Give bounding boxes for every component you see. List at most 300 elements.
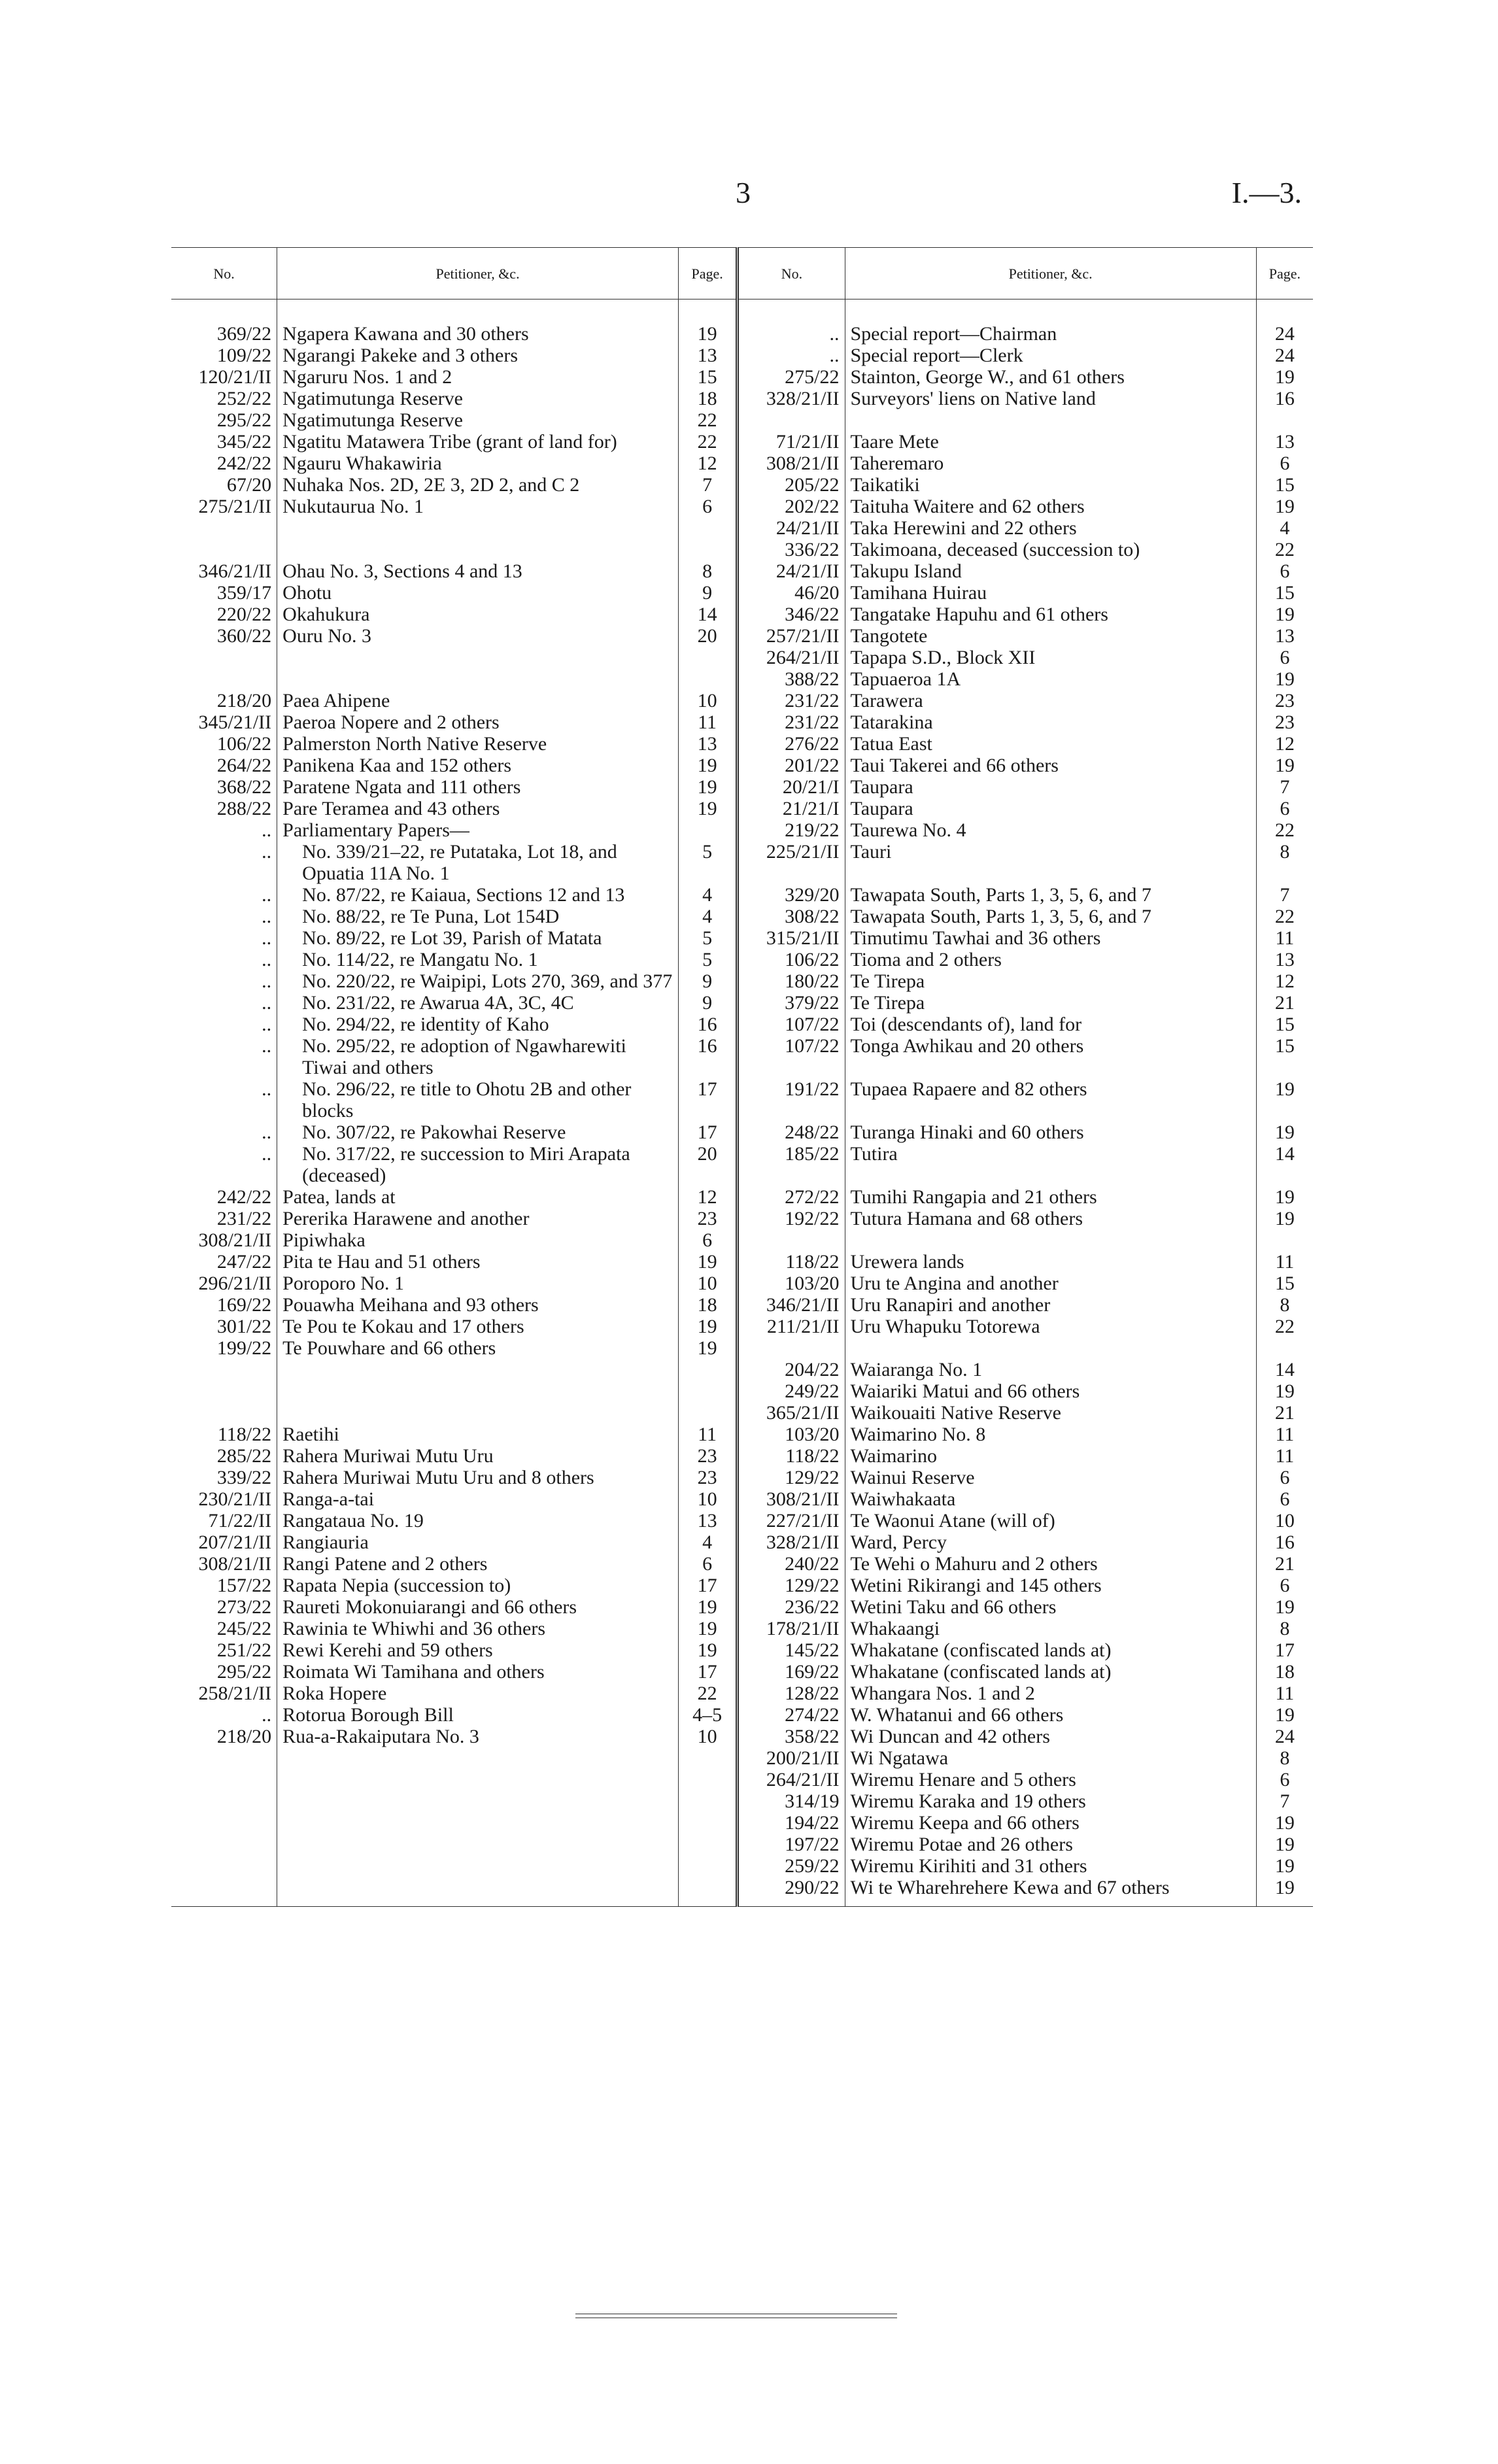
entry-petitioner: Ohau No. 3, Sections 4 and 13 <box>277 560 679 582</box>
entry-number: 388/22 <box>738 668 845 690</box>
entry-page: 19 <box>1256 366 1313 388</box>
entry-page: 12 <box>1256 970 1313 992</box>
entry-petitioner: Te Tirepa <box>845 992 1256 1014</box>
entry-page: 21 <box>1256 1553 1313 1575</box>
entry-page: 23 <box>1256 711 1313 733</box>
entry-petitioner: Rangi Patene and 2 others <box>277 1553 679 1575</box>
entry-number: 231/22 <box>738 690 845 711</box>
entry-page: 6 <box>1256 1575 1313 1596</box>
entry-number: 225/21/II <box>738 841 845 884</box>
entry-number: 106/22 <box>738 949 845 970</box>
entry-number: 359/17 <box>216 582 272 604</box>
entry-petitioner: Tarawera <box>845 690 1256 711</box>
entry-page: 4 <box>678 1531 737 1553</box>
entry-page: 24 <box>1256 345 1313 366</box>
table-row <box>171 690 1313 711</box>
entry-number: 236/22 <box>738 1596 845 1618</box>
entry-petitioner: Taupara <box>845 776 1256 798</box>
entry-petitioner <box>277 539 679 560</box>
entry-petitioner: Urewera lands <box>845 1251 1256 1273</box>
table-row <box>171 992 1313 1014</box>
entry-petitioner: No. 295/22, re adoption of Ngawharewiti Tiwai and others <box>277 1035 679 1078</box>
entry-page: 14 <box>1256 1143 1313 1186</box>
entry-page: 22 <box>678 1683 737 1704</box>
entry-petitioner: Ngapera Kawana and 30 others <box>277 299 679 345</box>
entry-number: 201/22 <box>738 755 845 776</box>
entry-number: 145/22 <box>738 1639 845 1661</box>
entry-petitioner: Uru Ranapiri and another <box>845 1294 1256 1316</box>
entry-petitioner <box>277 1747 679 1769</box>
entry-petitioner: Rangataua No. 19 <box>277 1510 679 1531</box>
entry-page: 16 <box>1256 388 1313 409</box>
entry-page <box>678 1359 737 1380</box>
entry-number: 379/22 <box>738 992 845 1014</box>
entry-number: 227/21/II <box>738 1510 845 1531</box>
entry-petitioner: Tapapa S.D., Block XII <box>845 647 1256 668</box>
table-row <box>171 949 1313 970</box>
entry-petitioner: No. 231/22, re Awarua 4A, 3C, 4C <box>277 992 679 1014</box>
entry-number: .. <box>738 345 845 366</box>
entry-petitioner: No. 339/21–22, re Putataka, Lot 18, and Opuatia 11A No. 1 <box>277 841 679 884</box>
entry-page: 22 <box>678 431 737 453</box>
entry-petitioner <box>277 1769 679 1790</box>
entry-petitioner: Tutira <box>845 1143 1256 1186</box>
entry-page: 8 <box>678 560 737 582</box>
entry-number <box>171 1380 277 1402</box>
entry-petitioner <box>277 1877 679 1907</box>
entry-petitioner: Wi Ngatawa <box>845 1747 1256 1769</box>
entry-number: 296/21/II <box>198 1273 272 1294</box>
table-row <box>171 970 1313 992</box>
entry-petitioner: Wetini Taku and 66 others <box>845 1596 1256 1618</box>
entry-page: 6 <box>1256 1769 1313 1790</box>
entry-page: 20 <box>678 625 737 647</box>
table-row <box>171 1337 1313 1359</box>
table-row <box>171 299 1313 345</box>
entry-number: 24/21/II <box>738 517 845 539</box>
entry-number: 219/22 <box>738 819 845 841</box>
entry-page: 6 <box>1256 1467 1313 1488</box>
entry-page: 17 <box>678 1575 737 1596</box>
entry-petitioner: Taka Herewini and 22 others <box>845 517 1256 539</box>
entry-number <box>738 1229 845 1251</box>
table-row <box>171 1229 1313 1251</box>
entry-number: .. <box>262 884 272 906</box>
entry-number: 120/21/II <box>198 366 272 388</box>
entry-page: 7 <box>1256 884 1313 906</box>
entry-petitioner: Tatua East <box>845 733 1256 755</box>
entry-petitioner: Taituha Waitere and 62 others <box>845 496 1256 517</box>
entry-number: 205/22 <box>738 474 845 496</box>
entry-number: 249/22 <box>738 1380 845 1402</box>
entry-number: 128/22 <box>738 1683 845 1704</box>
entry-number: 308/21/II <box>198 1229 272 1251</box>
entry-page: 8 <box>1256 841 1313 884</box>
entry-page: 9 <box>678 970 737 992</box>
col-page-left: Page. <box>678 248 737 299</box>
table-row <box>171 1683 1313 1704</box>
entry-number: 169/22 <box>216 1294 272 1316</box>
entry-petitioner <box>845 1337 1256 1359</box>
entry-petitioner: Wiremu Karaka and 19 others <box>845 1790 1256 1812</box>
entry-petitioner: Tawapata South, Parts 1, 3, 5, 6, and 7 <box>845 884 1256 906</box>
entry-number: 368/22 <box>216 776 272 798</box>
entry-petitioner: Parliamentary Papers— <box>277 819 679 841</box>
entry-number <box>171 1747 277 1769</box>
entry-number: 109/22 <box>216 345 272 366</box>
entry-petitioner: Taupara <box>845 798 1256 819</box>
table-row <box>171 496 1313 517</box>
entry-page: 8 <box>1256 1294 1313 1316</box>
entry-page: 13 <box>678 345 737 366</box>
entry-number: 20/21/I <box>738 776 845 798</box>
entry-petitioner: Takimoana, deceased (succession to) <box>845 539 1256 560</box>
entry-number: 264/21/II <box>738 1769 845 1790</box>
entry-petitioner: Ngauru Whakawiria <box>277 453 679 474</box>
entry-petitioner: No. 294/22, re identity of Kaho <box>277 1014 679 1035</box>
entry-page: 19 <box>678 299 737 345</box>
entry-number: 295/22 <box>216 1661 272 1683</box>
entry-number: 275/22 <box>738 366 845 388</box>
entry-petitioner: Wiremu Keepa and 66 others <box>845 1812 1256 1834</box>
entry-page: 12 <box>1256 733 1313 755</box>
entry-petitioner: Raetihi <box>277 1424 679 1445</box>
entry-page: 19 <box>1256 1186 1313 1208</box>
col-no-right: No. <box>738 248 845 299</box>
entry-petitioner: Waiaranga No. 1 <box>845 1359 1256 1380</box>
header-row <box>171 248 1313 299</box>
entry-number: 339/22 <box>216 1467 272 1488</box>
entry-page: 17 <box>678 1078 737 1121</box>
entry-petitioner: Takupu Island <box>845 560 1256 582</box>
entry-page: 19 <box>1256 496 1313 517</box>
entry-page: 5 <box>678 949 737 970</box>
table-row <box>171 1661 1313 1683</box>
entry-page: 11 <box>1256 1251 1313 1273</box>
table-row <box>171 625 1313 647</box>
entry-petitioner: Wi te Wharehrehere Kewa and 67 others <box>845 1877 1256 1907</box>
entry-page: 15 <box>1256 474 1313 496</box>
entry-page: 23 <box>678 1445 737 1467</box>
entry-page: 11 <box>678 711 737 733</box>
table-row <box>171 1704 1313 1726</box>
entry-number: 200/21/II <box>738 1747 845 1769</box>
entry-petitioner: Pita te Hau and 51 others <box>277 1251 679 1273</box>
entry-page: 6 <box>1256 453 1313 474</box>
entry-number: 272/22 <box>738 1186 845 1208</box>
entry-page: 22 <box>1256 819 1313 841</box>
entry-number: 211/21/II <box>738 1316 845 1337</box>
entry-number: 315/21/II <box>738 927 845 949</box>
entry-page: 19 <box>678 1596 737 1618</box>
entry-page: 5 <box>678 927 737 949</box>
entry-page: 4 <box>1256 517 1313 539</box>
entry-page: 9 <box>678 582 737 604</box>
entry-page: 14 <box>678 604 737 625</box>
entry-number <box>171 1877 277 1907</box>
entry-number: 328/21/II <box>738 1531 845 1553</box>
entry-page: 13 <box>1256 625 1313 647</box>
entry-petitioner: Tangatake Hapuhu and 61 others <box>845 604 1256 625</box>
entry-number: .. <box>262 927 272 949</box>
entry-page: 17 <box>678 1121 737 1143</box>
entry-page: 19 <box>1256 1208 1313 1229</box>
entry-petitioner: No. 87/22, re Kaiaua, Sections 12 and 13 <box>277 884 679 906</box>
entry-number: 346/22 <box>738 604 845 625</box>
entry-page: 19 <box>678 1618 737 1639</box>
entry-page: 16 <box>678 1035 737 1078</box>
entry-petitioner: Wiremu Potae and 26 others <box>845 1834 1256 1855</box>
entry-page: 19 <box>678 1316 737 1337</box>
table-row <box>171 1877 1313 1907</box>
entry-page: 11 <box>1256 1445 1313 1467</box>
entry-number <box>171 1812 277 1834</box>
entry-petitioner: Rahera Muriwai Mutu Uru and 8 others <box>277 1467 679 1488</box>
entry-page: 19 <box>1256 1812 1313 1834</box>
entry-petitioner: Waimarino <box>845 1445 1256 1467</box>
entry-page: 11 <box>1256 1683 1313 1704</box>
entry-page: 4 <box>678 884 737 906</box>
entry-page: 7 <box>1256 776 1313 798</box>
entry-page: 18 <box>678 388 737 409</box>
entry-page: 10 <box>678 1488 737 1510</box>
entry-number: 129/22 <box>738 1467 845 1488</box>
entry-petitioner <box>277 1790 679 1812</box>
col-page-right: Page. <box>1256 248 1313 299</box>
entry-page <box>678 1380 737 1402</box>
entry-page: 13 <box>678 733 737 755</box>
entry-page: 4 <box>678 906 737 927</box>
entry-number <box>171 517 277 539</box>
table-row <box>171 453 1313 474</box>
entry-number: 169/22 <box>738 1661 845 1683</box>
document-code: I.—3. <box>1231 176 1302 209</box>
table-row <box>171 798 1313 819</box>
entry-petitioner: Te Wehi o Mahuru and 2 others <box>845 1553 1256 1575</box>
entry-petitioner: Tutura Hamana and 68 others <box>845 1208 1256 1229</box>
entry-petitioner: Tapuaeroa 1A <box>845 668 1256 690</box>
entry-number: 358/22 <box>738 1726 845 1747</box>
entry-number: .. <box>262 1121 272 1143</box>
table-row <box>171 431 1313 453</box>
entry-page: 10 <box>678 1726 737 1747</box>
entry-petitioner: Wiremu Henare and 5 others <box>845 1769 1256 1790</box>
petitions-index-table <box>171 247 1313 1907</box>
entry-page: 10 <box>678 690 737 711</box>
entry-petitioner: Whakatane (confiscated lands at) <box>845 1661 1256 1683</box>
entry-page <box>678 819 737 841</box>
entry-number: 242/22 <box>216 453 272 474</box>
entry-number: 218/20 <box>216 690 272 711</box>
entry-petitioner: Ward, Percy <box>845 1531 1256 1553</box>
entry-page: 10 <box>678 1273 737 1294</box>
entry-petitioner: Wainui Reserve <box>845 1467 1256 1488</box>
entry-petitioner: Tatarakina <box>845 711 1256 733</box>
entry-number: 199/22 <box>216 1337 272 1359</box>
entry-petitioner: Raureti Mokonuiarangi and 66 others <box>277 1596 679 1618</box>
entry-petitioner: No. 307/22, re Pakowhai Reserve <box>277 1121 679 1143</box>
entry-page: 13 <box>678 1510 737 1531</box>
entry-petitioner: Nuhaka Nos. 2D, 2E 3, 2D 2, and C 2 <box>277 474 679 496</box>
table-row <box>171 517 1313 539</box>
entry-page: 6 <box>678 496 737 517</box>
entry-number: 346/21/II <box>198 560 272 582</box>
entry-petitioner: Tumihi Rangapia and 21 others <box>845 1186 1256 1208</box>
entry-number: 275/21/II <box>198 496 272 517</box>
entry-number: 245/22 <box>216 1618 272 1639</box>
entry-petitioner: No. 89/22, re Lot 39, Parish of Matata <box>277 927 679 949</box>
entry-petitioner <box>277 647 679 668</box>
table-row <box>171 582 1313 604</box>
entry-page: 7 <box>1256 1790 1313 1812</box>
table-row <box>171 1014 1313 1035</box>
entry-number: 178/21/II <box>738 1618 845 1639</box>
entry-number: 71/22/II <box>208 1510 272 1531</box>
entry-petitioner: Turanga Hinaki and 60 others <box>845 1121 1256 1143</box>
entry-petitioner: Wi Duncan and 42 others <box>845 1726 1256 1747</box>
entry-page: 20 <box>678 1143 737 1186</box>
entry-number: 218/20 <box>216 1726 272 1747</box>
entry-petitioner: Special report—Chairman <box>845 299 1256 345</box>
entry-petitioner: Taikatiki <box>845 474 1256 496</box>
entry-petitioner: Rotorua Borough Bill <box>277 1704 679 1726</box>
entry-number: 345/22 <box>216 431 272 453</box>
entry-petitioner: Rawinia te Whiwhi and 36 others <box>277 1618 679 1639</box>
table-row <box>171 1380 1313 1402</box>
entry-petitioner: Ngarangi Pakeke and 3 others <box>277 345 679 366</box>
entry-petitioner: No. 317/22, re succession to Miri Arapata (deceased) <box>277 1143 679 1186</box>
table-row <box>171 1143 1313 1186</box>
entry-petitioner: Pererika Harawene and another <box>277 1208 679 1229</box>
entry-petitioner: Nukutaurua No. 1 <box>277 496 679 517</box>
entry-page <box>678 1747 737 1769</box>
entry-page <box>678 1812 737 1834</box>
entry-page <box>1256 409 1313 431</box>
table-row <box>171 1639 1313 1661</box>
entry-petitioner: Special report—Clerk <box>845 345 1256 366</box>
entry-page: 19 <box>1256 1704 1313 1726</box>
entry-number <box>171 1790 277 1812</box>
table-row <box>171 1726 1313 1747</box>
entry-petitioner: Tauri <box>845 841 1256 884</box>
entry-number: 204/22 <box>738 1359 845 1380</box>
entry-number: .. <box>262 1014 272 1035</box>
entry-page: 19 <box>1256 1121 1313 1143</box>
entry-petitioner: Whakaangi <box>845 1618 1256 1639</box>
entry-page: 15 <box>1256 582 1313 604</box>
entry-petitioner: Poroporo No. 1 <box>277 1273 679 1294</box>
entry-petitioner: Waiariki Matui and 66 others <box>845 1380 1256 1402</box>
entry-petitioner: Ngaruru Nos. 1 and 2 <box>277 366 679 388</box>
table-row <box>171 1531 1313 1553</box>
entry-petitioner: Roka Hopere <box>277 1683 679 1704</box>
entry-page <box>678 1790 737 1812</box>
entry-number: 202/22 <box>738 496 845 517</box>
entry-petitioner: Timutimu Tawhai and 36 others <box>845 927 1256 949</box>
entry-number: 180/22 <box>738 970 845 992</box>
entry-petitioner <box>277 1402 679 1424</box>
entry-number: 103/20 <box>738 1424 845 1445</box>
entry-page: 24 <box>1256 1726 1313 1747</box>
entry-page: 6 <box>1256 798 1313 819</box>
table-row <box>171 1359 1313 1380</box>
entry-number: .. <box>262 970 272 992</box>
entry-petitioner: Taui Takerei and 66 others <box>845 755 1256 776</box>
entry-page: 19 <box>1256 1877 1313 1907</box>
entry-page: 17 <box>678 1661 737 1683</box>
entry-page: 4–5 <box>678 1704 737 1726</box>
table-row <box>171 927 1313 949</box>
entry-page: 22 <box>678 409 737 431</box>
entry-number: .. <box>262 841 272 863</box>
entry-petitioner: Paratene Ngata and 111 others <box>277 776 679 798</box>
entry-petitioner: Panikena Kaa and 152 others <box>277 755 679 776</box>
entry-page: 19 <box>678 776 737 798</box>
entry-number: 369/22 <box>216 323 272 345</box>
entry-number: 129/22 <box>738 1575 845 1596</box>
table-row <box>171 841 1313 884</box>
entry-petitioner: Stainton, George W., and 61 others <box>845 366 1256 388</box>
entry-number: .. <box>262 1704 272 1726</box>
table-row <box>171 733 1313 755</box>
entry-number: 106/22 <box>216 733 272 755</box>
table-row <box>171 1553 1313 1575</box>
entry-page: 13 <box>1256 431 1313 453</box>
entry-number: 194/22 <box>738 1812 845 1834</box>
table-row <box>171 539 1313 560</box>
table-row <box>171 1251 1313 1273</box>
entry-petitioner <box>845 1229 1256 1251</box>
entry-petitioner: Te Waonui Atane (will of) <box>845 1510 1256 1531</box>
entry-number: 220/22 <box>216 604 272 625</box>
entry-page <box>678 647 737 668</box>
entry-petitioner: Surveyors' liens on Native land <box>845 388 1256 409</box>
table-row <box>171 1834 1313 1855</box>
entry-petitioner: Toi (descendants of), land for <box>845 1014 1256 1035</box>
entry-petitioner: Tonga Awhikau and 20 others <box>845 1035 1256 1078</box>
table-row <box>171 1769 1313 1790</box>
entry-number: .. <box>262 1078 272 1100</box>
entry-number: 308/22 <box>738 906 845 927</box>
col-no-left: No. <box>171 248 277 299</box>
entry-page: 18 <box>1256 1661 1313 1683</box>
entry-page: 7 <box>678 474 737 496</box>
entry-number: 336/22 <box>738 539 845 560</box>
table-row <box>171 711 1313 733</box>
entry-petitioner: Taheremaro <box>845 453 1256 474</box>
table-row <box>171 1575 1313 1596</box>
table-row <box>171 1294 1313 1316</box>
entry-petitioner: Rangiauria <box>277 1531 679 1553</box>
entry-petitioner <box>277 668 679 690</box>
entry-petitioner: Ohotu <box>277 582 679 604</box>
entry-page <box>678 1877 737 1907</box>
entry-page: 6 <box>678 1553 737 1575</box>
entry-petitioner: Paea Ahipene <box>277 690 679 711</box>
entry-number: 276/22 <box>738 733 845 755</box>
entry-number: 107/22 <box>738 1035 845 1078</box>
table-row <box>171 1121 1313 1143</box>
entry-page: 21 <box>1256 1402 1313 1424</box>
table-row <box>171 755 1313 776</box>
table-row <box>171 1186 1313 1208</box>
table-row <box>171 409 1313 431</box>
entry-page <box>1256 1229 1313 1251</box>
entry-petitioner: Patea, lands at <box>277 1186 679 1208</box>
entry-petitioner: Rahera Muriwai Mutu Uru <box>277 1445 679 1467</box>
entry-number: 103/20 <box>738 1273 845 1294</box>
entry-page <box>678 517 737 539</box>
